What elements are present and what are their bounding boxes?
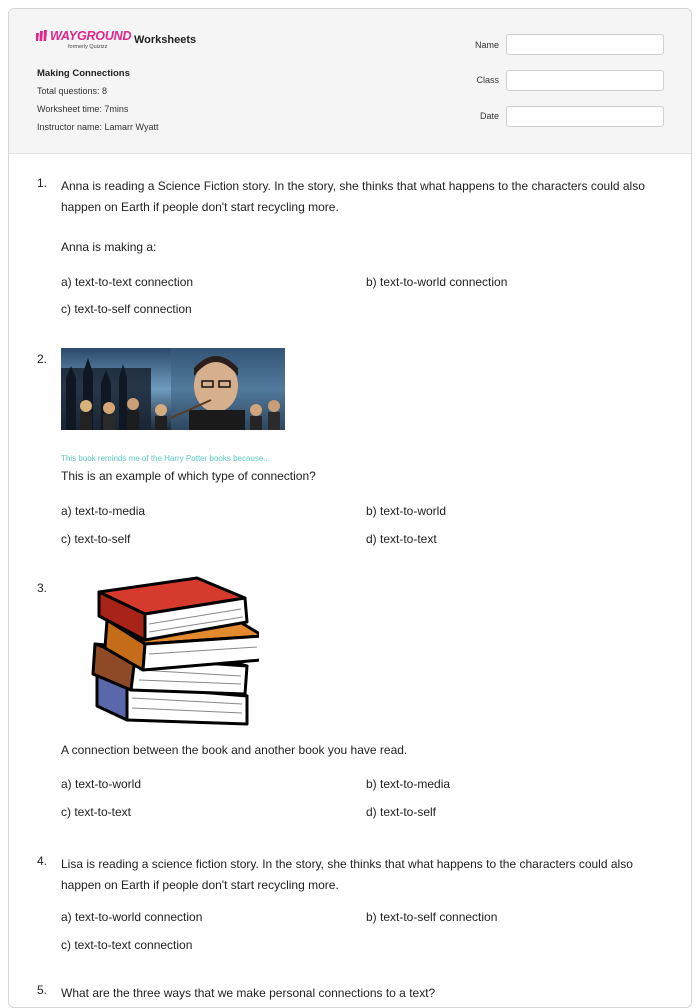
brand-logo xyxy=(36,30,131,51)
option-3a: a) text-to-world xyxy=(61,777,142,791)
option-3b: b) text-to-media xyxy=(366,777,451,791)
option-2d: d) text-to-text xyxy=(366,532,437,546)
option-2c: c) text-to-self xyxy=(61,532,131,546)
date-field[interactable] xyxy=(506,106,664,127)
option-4b: b) text-to-self connection xyxy=(366,910,498,924)
harry-potter-image xyxy=(61,348,285,430)
option-3d: d) text-to-self xyxy=(366,805,437,819)
question-text: Anna is reading a Science Fiction story. In the story, she thinks that what happens to the characters could also happen on Earth if people don't start recycling more. xyxy=(61,179,645,214)
option-1a: a) text-to-text connection xyxy=(61,275,194,289)
worksheet-time: Worksheet time: 7mins xyxy=(37,104,129,114)
question-text: A connection between the book and another book you have read. xyxy=(61,743,408,757)
brand-logo-text: WAYGROUND xyxy=(50,29,132,43)
option-4c: c) text-to-text connection xyxy=(61,938,193,952)
option-1b: b) text-to-world connection xyxy=(366,275,508,289)
brand-subtitle: formerly Quizizz xyxy=(68,44,108,50)
option-3c: c) text-to-text xyxy=(61,805,132,819)
name-label: Name xyxy=(474,40,499,50)
question-text: What are the three ways that we make personal connections to a text? xyxy=(61,986,436,1000)
question-number: 3. xyxy=(37,581,48,595)
question-number: 2. xyxy=(37,352,48,366)
instructor-name: Instructor name: Lamarr Wyatt xyxy=(37,122,159,132)
question-number: 5. xyxy=(37,983,48,997)
worksheet-page xyxy=(8,8,692,1008)
movie-poster-illustration xyxy=(61,348,285,430)
book-stack-illustration xyxy=(87,574,259,726)
option-1c: c) text-to-self connection xyxy=(61,302,192,316)
total-questions: Total questions: 8 xyxy=(37,86,108,96)
worksheet-meta xyxy=(37,66,158,136)
book-stack-image xyxy=(87,574,259,726)
class-field[interactable] xyxy=(506,70,664,91)
brand-mark-icon xyxy=(36,30,48,41)
class-label: Class xyxy=(476,75,499,85)
option-2b: b) text-to-world xyxy=(366,504,447,518)
option-2a: a) text-to-media xyxy=(61,504,146,518)
name-field[interactable] xyxy=(506,34,664,55)
worksheet-header xyxy=(9,9,691,154)
option-4a: a) text-to-world connection xyxy=(61,910,203,924)
worksheet-title: Making Connections xyxy=(37,68,130,79)
date-label: Date xyxy=(479,111,499,121)
question-text: This is an example of which type of connection? xyxy=(61,469,316,483)
question-number: 1. xyxy=(37,176,48,190)
question-text: Lisa is reading a science fiction story. In the story, she thinks that what happens to the characters could also happen on Earth if people don't start recycling more. xyxy=(61,857,633,892)
question-number: 4. xyxy=(37,854,48,868)
brand-title: Worksheets xyxy=(134,34,197,46)
question-subtext: Anna is making a: xyxy=(61,240,157,254)
image-caption: This book reminds me of the Harry Potter books because... xyxy=(61,454,270,463)
